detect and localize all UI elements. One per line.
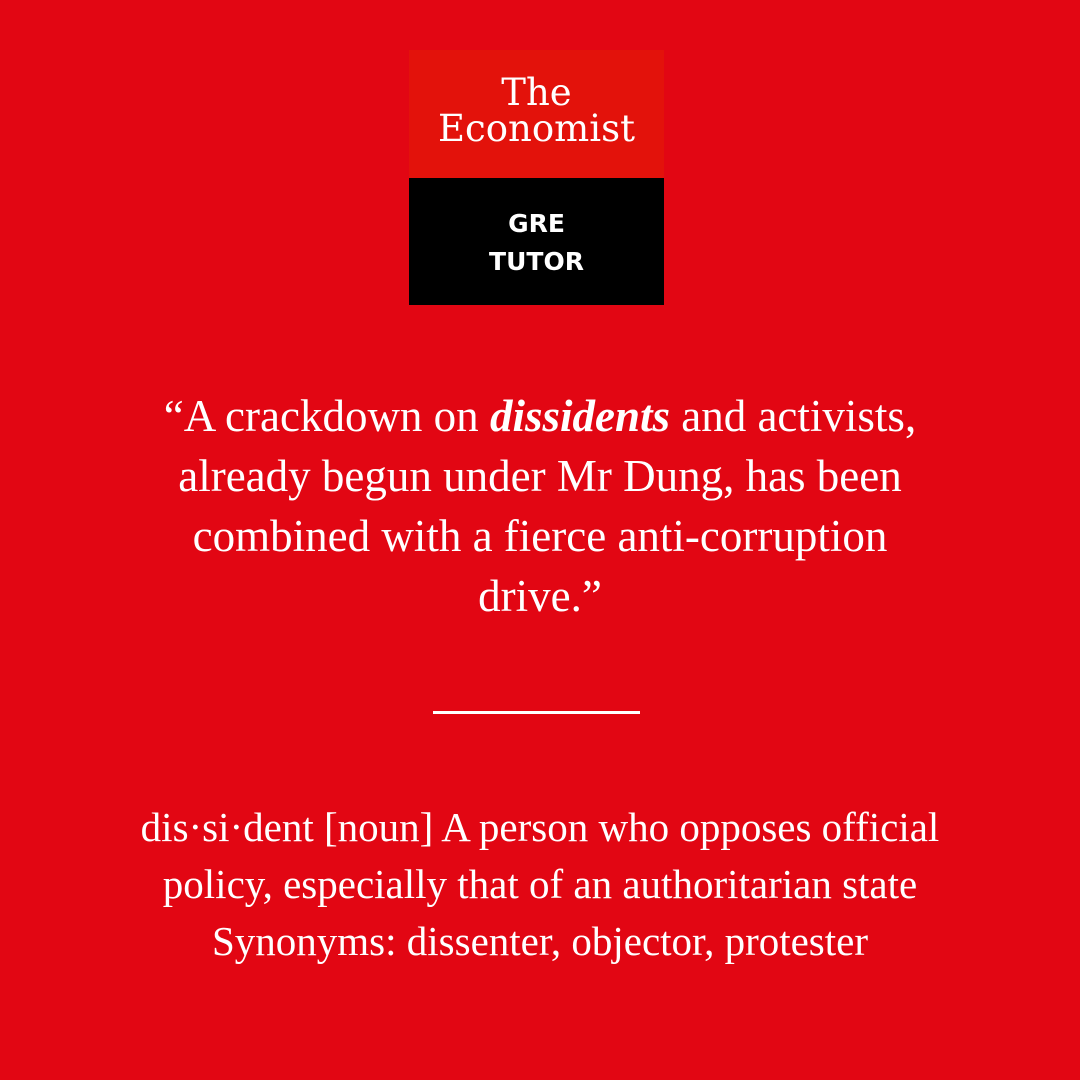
quote-keyword: dissidents [489, 391, 670, 441]
quote-text-after: and activists, already begun under Mr Dung, has been combined with a fierce anti-corruption drive.” [178, 391, 917, 621]
synonyms-line: Synonyms: dissenter, objector, protester [211, 918, 869, 964]
definition-line-2: policy, especially that of an authoritarian state [162, 861, 918, 907]
divider [433, 711, 640, 714]
economist-gre-tutor-logo [409, 50, 664, 305]
logo-red-block [409, 50, 664, 178]
logo-title-economist: Economist [438, 107, 635, 150]
logo-black-block [409, 178, 664, 305]
logo-subtitle-gre: GRE [508, 209, 565, 238]
definition-line-1: dis·si·dent [noun] A person who opposes official [140, 804, 940, 850]
logo-subtitle-tutor: TUTOR [489, 247, 584, 276]
quote-text-before: “A crackdown on [163, 391, 490, 441]
example-quote [150, 386, 930, 626]
word-definition [40, 799, 1040, 970]
logo-title-the: The [501, 71, 572, 114]
